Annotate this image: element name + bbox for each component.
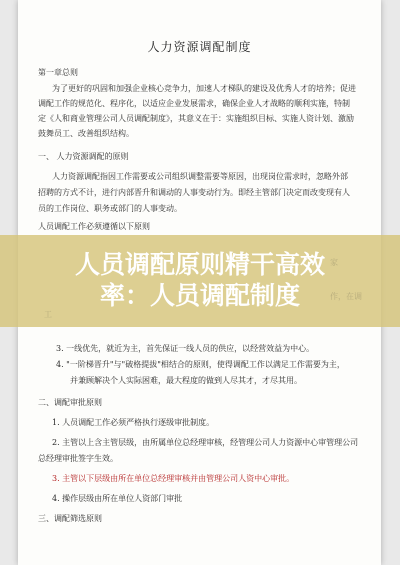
list-item: 4. 操作层级由所在单位人资部门审批 [52,494,183,503]
paragraph-line: 员的工作岗位、职务或部门的人事变动。 [38,204,182,213]
banner-title-line-1: 人员调配原则精干高效 [74,250,325,279]
banner-title-line-2: 率：人员调配制度 [99,281,300,310]
partial-text: 工 [44,310,52,319]
paragraph-line: 为了更好的巩固和加强企业核心竞争力，加速人才梯队的建设及优秀人才的培养；促进 [52,84,356,93]
list-item-continuation: 总经理审批签字生效。 [38,454,118,463]
title-overlay-banner [0,235,400,327]
section-heading: 三、调配筛选原则 [38,514,102,523]
list-item: 1. 人员调配工作必须严格执行逐级审批制度。 [52,418,215,427]
partial-text: 家 [330,258,338,267]
list-item-continuation: 并兼顾解决个人实际困难，最大程度的做到人尽其才，才尽其用。 [70,376,302,385]
section-heading: 二、调配审批原则 [38,398,102,407]
chapter-heading: 第一章总则 [38,68,78,77]
paragraph-line: 人力资源调配指因工作需要或公司组织调整需要等原因，出现岗位需求时，忽略外部 [52,172,348,181]
paragraph-line: 定《人和商业管理公司人员调配制度》，其意义在于：实施组织目标、实施人资计划、激励 [38,114,354,123]
paragraph-line: 招聘的方式不计，进行内部晋升和调动的人事变动行为。即经主管部门决定而改变现有人 [38,188,350,197]
section-heading: 一、 人力资源调配的原则 [38,152,129,161]
paragraph-line: 鼓舞员工、改善组织结构。 [38,129,134,138]
list-item-highlighted: 3. 主管以下层级由所在单位总经理审核并由管理公司人资中心审批。 [52,474,295,483]
list-item: 2. 主管以上含主管层级，由所属单位总经理审核，经管理公司人力资源中心审管理公司 [52,438,359,447]
partial-text: 作，在调 [330,292,362,301]
list-item: 4. "一阶梯晋升"与"破格提拔"相结合的原则，使得调配工作以满足工作需要为主， [56,360,345,369]
list-item: 3. 一线优先，就近为主，首先保证一线人员的供应，以经营效益为中心。 [56,344,315,353]
document-title: 人力资源调配制度 [147,40,252,54]
paragraph-line: 调配工作的规范化、程序化，以适应企业发展需求，确保企业人才战略的顺利实施，特制 [38,99,350,108]
partial-line: 人员调配工作必须遵循以下原则 [38,222,150,231]
